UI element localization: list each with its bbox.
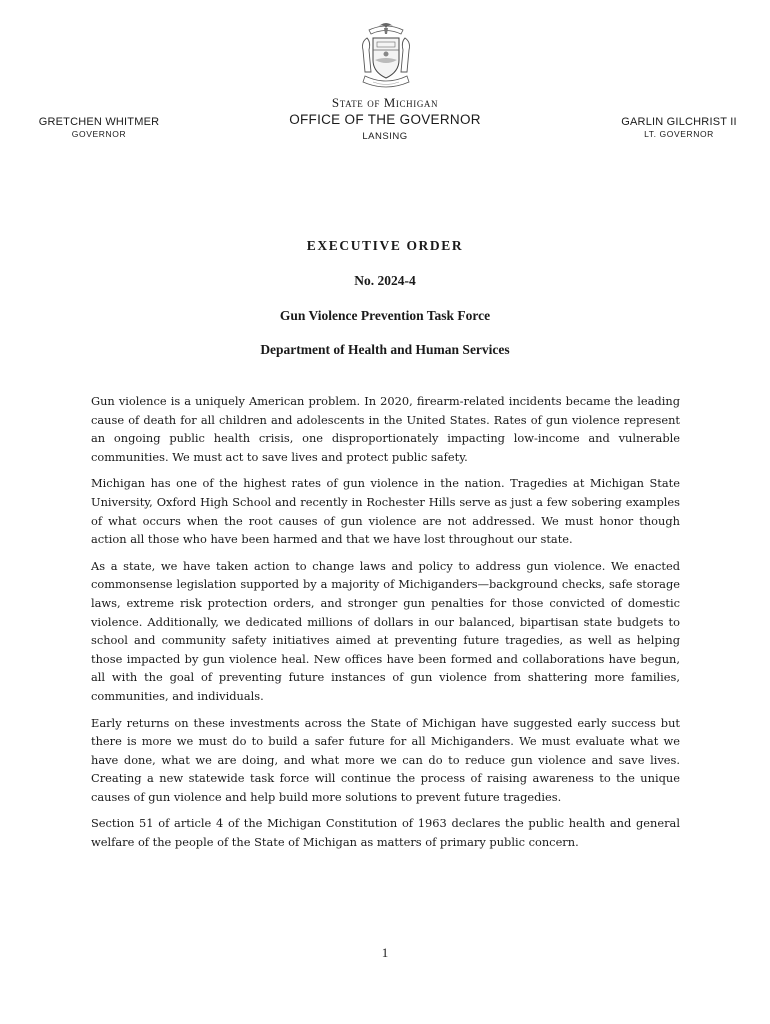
michigan-state-seal-icon bbox=[355, 20, 417, 92]
letterhead-city: LANSING bbox=[362, 131, 408, 142]
letterhead-state: State of Michigan bbox=[331, 95, 439, 110]
order-title: EXECUTIVE ORDER bbox=[306, 238, 464, 253]
paragraph: Early returns on these investments across the State of Michigan have suggested early success but there is more we must do to build a safer future for all Michiganders. We must evaluate what we have done, what we are doing, and what more we can do to reduce gun violence and save lives. Creating a new statewide task force will continue the process of raising awareness to the unique causes of gun violence and help build more solutions to prevent future tragedies. bbox=[91, 715, 680, 804]
order-body bbox=[91, 392, 680, 860]
order-department: Department of Health and Human Services bbox=[260, 342, 510, 357]
paragraph: Gun violence is a uniquely American problem. In 2020, firearm-related incidents became the leading cause of death for all children and adolescents in the United States. Rates of gun violence represent an ongoing public health crisis, one disproportionately impacting low-income and vulnerable communities. We must act to save lives and protect public safety. bbox=[91, 394, 680, 464]
lt-governor-name: GARLIN GILCHRIST II bbox=[621, 116, 737, 128]
letterhead-governor bbox=[24, 116, 174, 140]
paragraph: Section 51 of article 4 of the Michigan Constitution of 1963 declares the public health and general welfare of the people of the State of Michigan as matters of primary public concern. bbox=[91, 816, 680, 850]
governor-name: GRETCHEN WHITMER bbox=[38, 116, 160, 128]
paragraph: As a state, we have taken action to change laws and policy to address gun violence. We enacted commonsense legislation supported by a majority of Michiganders—background checks, safe storage laws, extreme risk protection orders, and stronger gun penalties for those convicted of domestic violence. Additionally, we dedicated millions of dollars in our balanced, bipartisan state budgets to school and community safety initiatives aimed at preventing future tragedies, as well as helping those impacted by gun violence heal. New offices have been formed and collaborations have begun, all with the goal of preventing future instances of gun violence from shattering more families, communities, and individuals. bbox=[91, 558, 680, 703]
governor-role: GOVERNOR bbox=[71, 129, 127, 139]
page-number: 1 bbox=[381, 945, 389, 960]
paragraph: Michigan has one of the highest rates of gun violence in the nation. Tragedies at Michigan State University, Oxford High School and recently in Rochester Hills serve as just a few sobering examples of what occurs when the root causes of gun violence are not addressed. We must honor though action all those who have been harmed and that we have lost throughout our state. bbox=[91, 476, 680, 547]
lt-governor-role: LT. GOVERNOR bbox=[644, 129, 714, 139]
order-name: Gun Violence Prevention Task Force bbox=[279, 308, 491, 323]
order-number: No. 2024-4 bbox=[354, 273, 416, 288]
letterhead-lt-governor bbox=[604, 116, 754, 140]
letterhead-office: OFFICE OF THE GOVERNOR bbox=[289, 112, 481, 127]
